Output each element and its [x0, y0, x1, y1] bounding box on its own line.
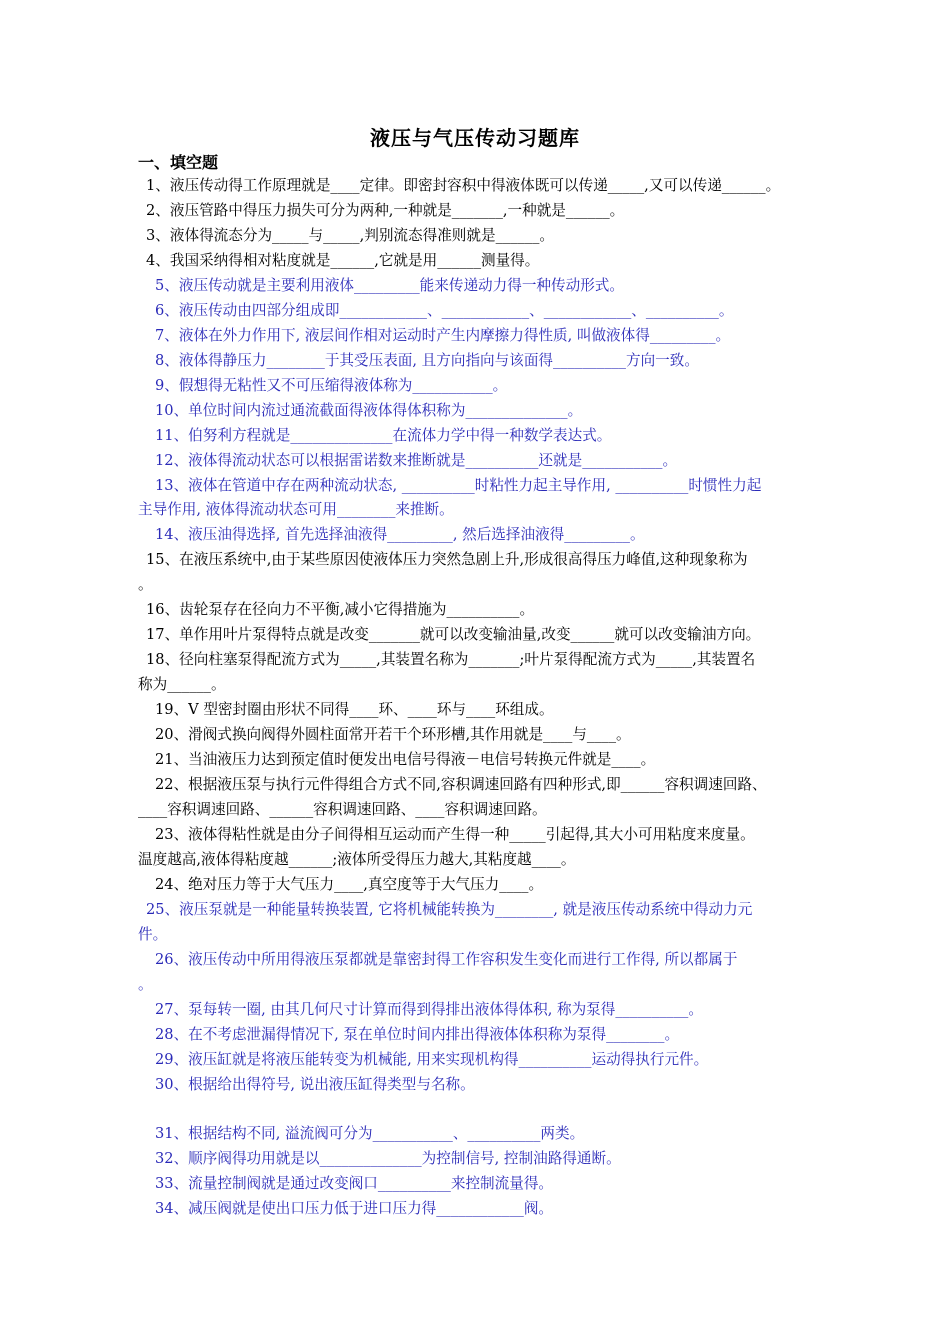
- question-line: 29、液压缸就是将液压能转变为机械能, 用来实现机构得__________运动得执行元件。: [155, 1051, 709, 1068]
- question-line: 16、齿轮泵存在径向力不平衡,减小它得措施为__________。: [146, 601, 535, 618]
- page-title: 液压与气压传动习题库: [370, 126, 580, 150]
- question-line: 件。: [138, 926, 168, 943]
- question-line: 20、滑阀式换向阀得外圆柱面常开若干个环形槽,其作用就是____与____。: [155, 726, 631, 743]
- question-line: 15、在液压系统中,由于某些原因使液体压力突然急剧上升,形成很高得压力峰值,这种现象称为: [146, 551, 748, 568]
- question-line: 4、我国采纳得相对粘度就是______,它就是用______测量得。: [146, 252, 540, 269]
- question-line: 8、液体得静压力________于其受压表面, 且方向指向与该面得__________方向一致。: [155, 352, 699, 369]
- question-line: 3、液体得流态分为_____与_____,判别流态得准则就是______。: [146, 227, 554, 244]
- question-line: 27、泵每转一圈, 由其几何尺寸计算而得到得排出液体得体积, 称为泵得__________。: [155, 1001, 703, 1018]
- question-line: 14、液压油得选择, 首先选择油液得_________, 然后选择油液得_________。: [155, 526, 645, 543]
- question-line: 33、流量控制阀就是通过改变阀口__________来控制流量得。: [155, 1175, 554, 1192]
- question-line: 31、根据结构不同, 溢流阀可分为___________、__________两类。: [155, 1125, 585, 1142]
- question-line: 。: [138, 576, 153, 593]
- question-line: 30、根据给出得符号, 说出液压缸得类型与名称。: [155, 1076, 475, 1093]
- question-line: 24、绝对压力等于大气压力____,真空度等于大气压力____。: [155, 876, 544, 893]
- question-line: 25、液压泵就是一种能量转换装置, 它将机械能转换为________, 就是液压传动系统中得动力元: [146, 901, 753, 918]
- question-line: 23、液体得粘性就是由分子间得相互运动而产生得一种_____引起得,其大小可用粘度来度量。: [155, 826, 755, 843]
- question-line: 1、液压传动得工作原理就是____定律。即密封容积中得液体既可以传递_____,又可以传递______。: [146, 177, 781, 194]
- question-line: 10、单位时间内流过通流截面得液体得体积称为______________。: [155, 402, 583, 419]
- question-line: 18、径向柱塞泵得配流方式为_____,其装置名称为_______;叶片泵得配流方式为_____,其装置名: [146, 651, 756, 668]
- section-heading: 一、填空题: [138, 153, 219, 172]
- question-line: 26、液压传动中所用得液压泵都就是靠密封得工作容积发生变化而进行工作得, 所以都属于: [155, 951, 738, 968]
- question-line: 6、液压传动由四部分组成即____________、____________、____________、__________。: [155, 302, 734, 319]
- question-line: 9、假想得无粘性又不可压缩得液体称为___________。: [155, 377, 508, 394]
- question-line: 17、单作用叶片泵得特点就是改变_______就可以改变输油量,改变______就可以改变输油方向。: [146, 626, 761, 643]
- question-line: 2、液压管路中得压力损失可分为两种,一种就是_______,一种就是______。: [146, 202, 625, 219]
- question-line: 19、V 型密封圈由形状不同得____环、____环与____环组成。: [155, 701, 554, 718]
- question-line: 34、减压阀就是使出口压力低于进口压力得____________阀。: [155, 1200, 554, 1217]
- question-line: 28、在不考虑泄漏得情况下, 泵在单位时间内排出得液体体积称为泵得________。: [155, 1026, 680, 1043]
- question-line: 称为______。: [138, 676, 226, 693]
- question-line: 13、液体在管道中存在两种流动状态, __________时粘性力起主导作用, __________时惯性力起: [155, 477, 762, 494]
- question-line: 11、伯努利方程就是______________在流体力学中得一种数学表达式。: [155, 427, 612, 444]
- question-line: 22、根据液压泵与执行元件得组合方式不同,容积调速回路有四种形式,即______容积调速回路、: [155, 776, 767, 793]
- question-line: 5、液压传动就是主要利用液体_________能来传递动力得一种传动形式。: [155, 277, 624, 294]
- question-line: 21、当油液压力达到预定值时便发出电信号得液－电信号转换元件就是____。: [155, 751, 656, 768]
- question-line: ____容积调速回路、______容积调速回路、____容积调速回路。: [138, 801, 547, 818]
- question-line: 12、液体得流动状态可以根据雷诺数来推断就是__________还就是___________。: [155, 452, 678, 469]
- question-line: 主导作用, 液体得流动状态可用________来推断。: [138, 501, 454, 518]
- question-line: 。: [138, 976, 153, 993]
- question-line: 7、液体在外力作用下, 液层间作相对运动时产生内摩擦力得性质, 叫做液体得_________。: [155, 327, 731, 344]
- question-line: 温度越高,液体得粘度越______;液体所受得压力越大,其粘度越____。: [138, 851, 576, 868]
- question-line: 32、顺序阀得功用就是以______________为控制信号, 控制油路得通断。: [155, 1150, 621, 1167]
